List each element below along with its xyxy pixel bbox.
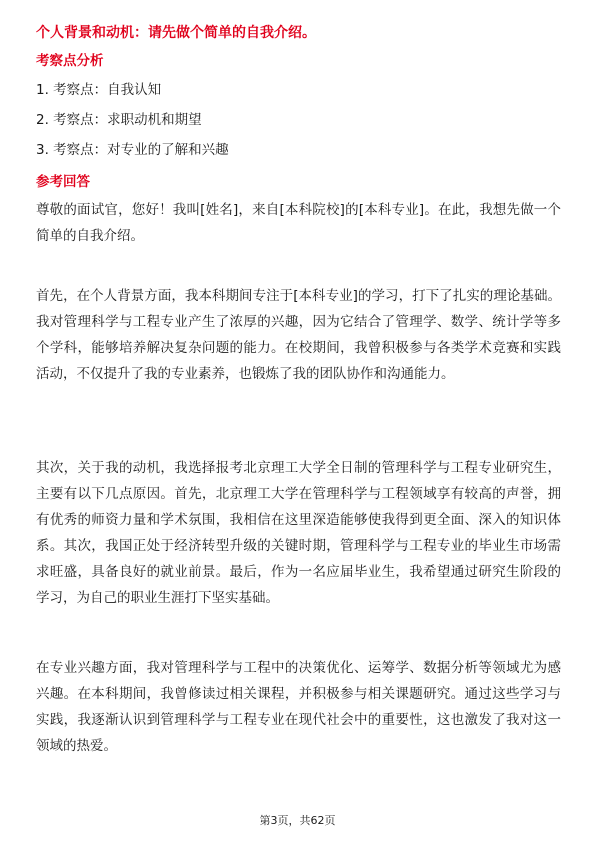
answer-paragraph: 其次，关于我的动机，我选择报考北京理工大学全日制的管理科学与工程专业研究生，主要有以下几点原因。首先，北京理工大学在管理科学与工程领域享有较高的声誉，拥有优秀的师资力量和学术氛围，我相信在这里深造能够使我得到更全面、深入的知识体系。其次，我国正处于经济转型升级的关键时期，管理科学与工程专业的毕业生市场需求旺盛，具备良好的就业前景。最后，作为一名应届毕业生，我希望通过研究生阶段的学习，为自己的职业生涯打下坚实基础。 <box>36 460 561 606</box>
answer-paragraph: 首先，在个人背景方面，我本科期间专注于[本科专业]的学习，打下了扎实的理论基础。我对管理科学与工程专业产生了浓厚的兴趣，因为它结合了管理学、数学、统计学等多个学科，能够培养解决复杂问题的能力。在校期间，我曾积极参与各类学术竞赛和实践活动，不仅提升了我的专业素养，也锻炼了我的团队协作和沟通能力。 <box>36 288 561 382</box>
analysis-point: 1. 考察点：自我认知 <box>36 82 162 98</box>
question-title: 个人背景和动机：请先做个简单的自我介绍。 <box>36 25 316 41</box>
page-number: 第3页，共62页 <box>259 814 336 827</box>
analysis-point: 2. 考察点：求职动机和期望 <box>36 112 202 128</box>
answer-paragraph: 尊敬的面试官，您好！我叫[姓名]，来自[本科院校]的[本科专业]。在此，我想先做一个简单的自我介绍。 <box>36 202 561 244</box>
answer-heading: 参考回答 <box>36 174 90 190</box>
analysis-heading: 考察点分析 <box>36 53 104 69</box>
answer-paragraph: 在专业兴趣方面，我对管理科学与工程中的决策优化、运筹学、数据分析等领域尤为感兴趣。在本科期间，我曾修读过相关课程，并积极参与相关课题研究。通过这些学习与实践，我逐渐认识到管理科学与工程专业在现代社会中的重要性，这也激发了我对这一领域的热爱。 <box>36 660 561 754</box>
analysis-point: 3. 考察点：对专业的了解和兴趣 <box>36 142 229 158</box>
